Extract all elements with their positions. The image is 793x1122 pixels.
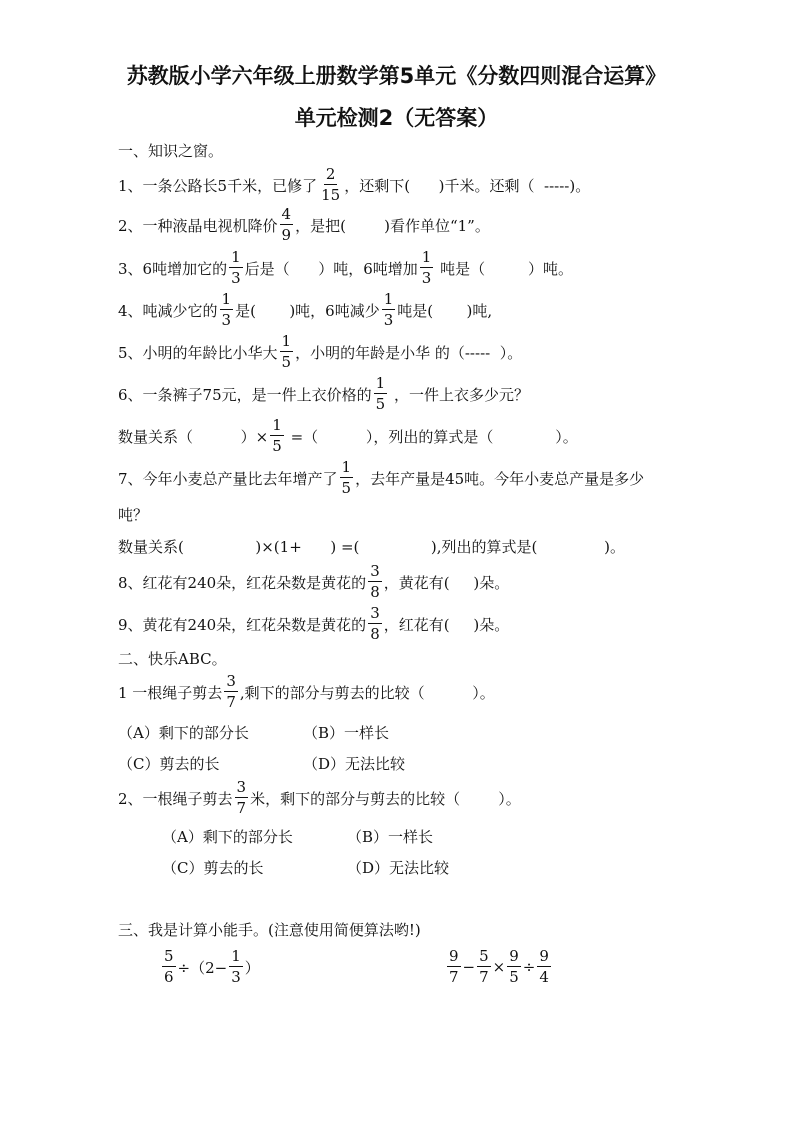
question-1-6-relation: 数量关系（ ）× $\frac{1}{5}$ =（ ），列出的算式是（ ）。 — [118, 416, 578, 455]
option-b: （B）一样长 — [347, 827, 434, 846]
fraction: $\frac{2}{15}$ — [321, 165, 341, 204]
question-1-8: 8、红花有240朵，红花朵数是黄花的 $\frac{3}{8}$ ，黄花有( )朵。 — [118, 562, 510, 601]
question-1-2: 2、一种液晶电视机降价 $\frac{4}{9}$ ，是把( )看作单位“1”。 — [118, 205, 490, 244]
fraction: $\frac{1}{3}$ — [231, 947, 241, 986]
option-d: （D）无法比较 — [303, 754, 406, 773]
question-2-2-options-row2 — [162, 847, 449, 887]
fraction: $\frac{4}{9}$ — [281, 205, 292, 244]
fraction: $\frac{3}{7}$ — [236, 778, 247, 817]
calculation-1: $\frac{5}{6}$ ÷（2− $\frac{1}{3}$ ） — [164, 947, 260, 986]
document-title-line1: 苏教版小学六年级上册数学第5单元《分数四则混合运算》 — [126, 64, 667, 88]
question-1-7: 7、今年小麦总产量比去年增产了 $\frac{1}{5}$ ，去年产量是45吨。今年小麦总产量是多少 — [118, 458, 645, 497]
option-b: （B）一样长 — [303, 723, 390, 742]
option-c: （C）剪去的长 — [162, 858, 264, 877]
fraction: $\frac{1}{5}$ — [341, 458, 352, 497]
question-1-7-relation: 数量关系( )×(1+ ) =( ),列出的算式是( )。 — [118, 537, 626, 556]
question-2-1-options-row2 — [118, 743, 405, 783]
fraction: $\frac{1}{3}$ — [421, 248, 432, 287]
question-1-7-continued: 吨？ — [118, 505, 149, 524]
option-a: （A）剩下的部分长 — [162, 827, 293, 846]
fraction: $\frac{1}{5}$ — [375, 374, 386, 413]
fraction: $\frac{1}{3}$ — [383, 290, 394, 329]
section2-heading: 二、快乐ABC。 — [118, 649, 227, 668]
section3-heading: 三、我是计算小能手。(注意使用简便算法哟!) — [118, 920, 421, 939]
fraction: $\frac{5}{6}$ — [164, 947, 174, 986]
fraction: $\frac{9}{7}$ — [449, 947, 459, 986]
question-1-6: 6、一条裤子75元，是一件上衣价格的 $\frac{1}{5}$ ，一件上衣多少元？ — [118, 374, 529, 413]
question-2-2: 2、一根绳子剪去 $\frac{3}{7}$ 米，剩下的部分与剪去的比较（ ）。 — [118, 778, 521, 817]
fraction: $\frac{3}{8}$ — [370, 604, 380, 643]
fraction: $\frac{1}{3}$ — [231, 248, 241, 287]
fraction: $\frac{1}{5}$ — [272, 416, 282, 455]
fraction: $\frac{1}{3}$ — [221, 290, 232, 329]
question-1-3: 3、6吨增加它的 $\frac{1}{3}$ 后是（ ）吨，6吨增加 $\frac{1}{3}$ 吨是（ ）吨。 — [118, 248, 574, 287]
option-a: （A）剩下的部分长 — [118, 723, 249, 742]
question-1-1: 1、一条公路长5千米，已修了 $\frac{2}{15}$ ，还剩下( )千米。还剩（ -----)。 — [118, 165, 591, 204]
question-2-1: 1 一根绳子剪去 $\frac{3}{7}$ ,剩下的部分与剪去的比较（ ）。 — [118, 672, 495, 711]
option-c: （C）剪去的长 — [118, 754, 220, 773]
fraction: $\frac{9}{5}$ — [509, 947, 519, 986]
fraction: $\frac{9}{4}$ — [539, 947, 549, 986]
question-1-4: 4、吨减少它的 $\frac{1}{3}$ 是( )吨，6吨减少 $\frac{1}{3}$ 吨是( )吨, — [118, 290, 493, 329]
question-1-9: 9、黄花有240朵，红花朵数是黄花的 $\frac{3}{8}$ ，红花有( )朵。 — [118, 604, 510, 643]
document-title-line2: 单元检测2（无答案） — [294, 106, 499, 130]
option-d: （D）无法比较 — [347, 858, 450, 877]
fraction: $\frac{5}{7}$ — [479, 947, 489, 986]
fraction: $\frac{1}{5}$ — [281, 332, 292, 371]
calculation-2: $\frac{9}{7}$ − $\frac{5}{7}$ × $\frac{9}{5}$ ÷ $\frac{9}{4}$ — [449, 947, 549, 986]
question-1-5: 5、小明的年龄比小华大 $\frac{1}{5}$ ，小明的年龄是小华 的（----- ）。 — [118, 332, 523, 371]
section1-heading: 一、知识之窗。 — [118, 141, 224, 160]
fraction: $\frac{3}{8}$ — [370, 562, 380, 601]
fraction: $\frac{3}{7}$ — [226, 672, 236, 711]
